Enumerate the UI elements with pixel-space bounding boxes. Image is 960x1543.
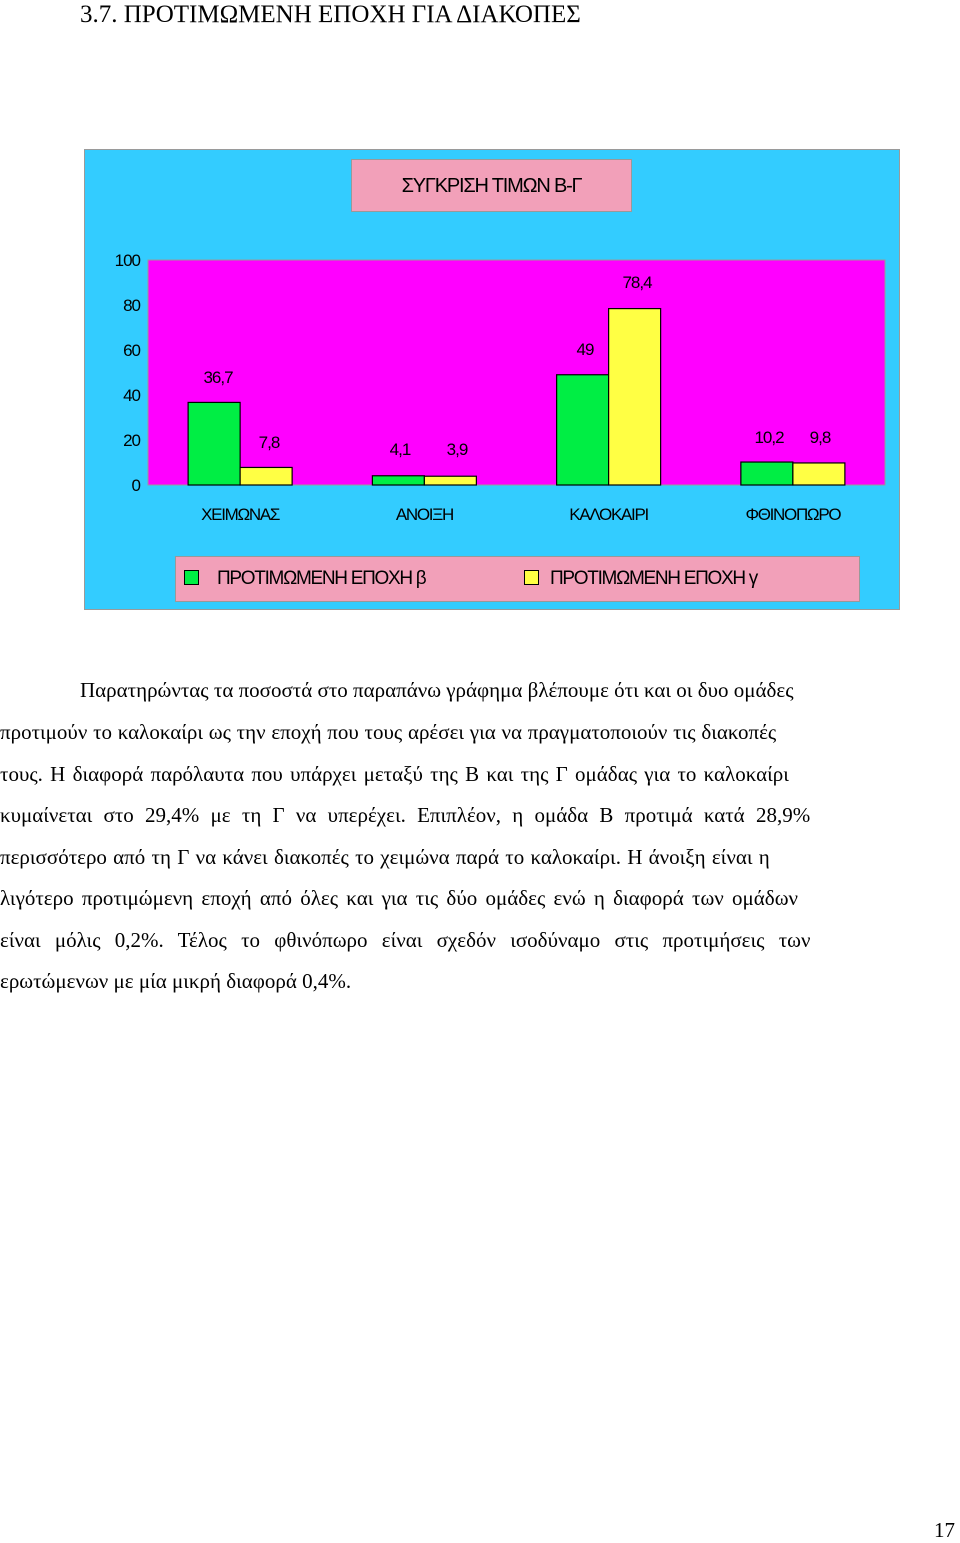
chart-legend [175,556,860,602]
y-tick-label: 80 [123,296,140,315]
page-number: 17 [934,1518,955,1542]
legend-label-b: ΠΡΟΤΙΜΩΜΕΝΗ ΕΠΟΧΗ β [217,568,426,589]
legend-swatch-b [184,570,199,585]
legend-swatch-g [524,570,539,585]
paragraph-line: τους. Η διαφορά παρόλαυτα που υπάρχει μεταξύ της Β και της Γ ομάδας για το καλοκαίρι [0,762,789,786]
paragraph-line: Παρατηρώντας τα ποσοστά στο παραπάνω γράφημα βλέπουμε ότι και οι δυο ομάδες [80,678,794,702]
legend-label-g: ΠΡΟΤΙΜΩΜΕΝΗ ΕΠΟΧΗ γ [550,568,757,589]
y-tick-label: 60 [123,341,140,360]
data-label: 3,9 [446,440,468,459]
y-tick-label: 0 [131,476,140,495]
bar [793,463,845,485]
bar-chart [84,149,900,610]
y-tick-label: 20 [123,431,140,450]
x-category-label: ΧΕΙΜΩΝΑΣ [201,505,280,524]
paragraph-line: κυμαίνεται στο 29,4% με τη Γ να υπερέχει. Επιπλέον, η ομάδα Β προτιμά κατά 28,9% [0,803,811,827]
paragraph-line: είναι μόλις 0,2%. Τέλος το φθινόπωρο είναι σχεδόν ισοδύναμο στις προτιμήσεις των [0,928,811,952]
bar [609,309,661,485]
x-category-label: ΦΘΙΝΟΠΩΡΟ [745,505,841,524]
x-category-label: ΑΝΟΙΞΗ [395,505,453,524]
section-heading: 3.7. ΠΡΟΤΙΜΩΜΕΝΗ ΕΠΟΧΗ ΓΙΑ ΔΙΑΚΟΠΕΣ [80,1,581,28]
bar [240,467,292,485]
chart-title: ΣΥΓΚΡΙΣΗ ΤΙΜΩΝ Β-Γ [351,159,632,212]
data-label: 10,2 [754,428,784,447]
bar [741,462,793,485]
data-label: 9,8 [809,428,831,447]
paragraph-line: προτιμούν το καλοκαίρι ως την εποχή που τους αρέσει για να πραγματοποιούν τις διακοπές [0,720,777,744]
chart-plot [85,150,901,611]
data-label: 36,7 [203,368,233,387]
bar [188,402,240,485]
data-label: 78,4 [622,273,652,292]
y-tick-label: 40 [123,386,140,405]
paragraph-line: λιγότερο προτιμώμενη εποχή από όλες και για τις δύο ομάδες ενώ η διαφορά των ομάδων [0,886,799,910]
data-label: 49 [576,340,594,359]
bar [557,375,609,485]
data-label: 4,1 [389,440,411,459]
bar [372,476,424,485]
data-label: 7,8 [258,433,280,452]
x-category-label: ΚΑΛΟΚΑΙΡΙ [569,505,648,524]
paragraph-line: ερωτώμενων με μία μικρή διαφορά 0,4%. [0,969,352,993]
paragraph-line: περισσότερο από τη Γ να κάνει διακοπές το χειμώνα παρά το καλοκαίρι. Η άνοιξη είναι η [0,845,770,869]
y-tick-label: 100 [114,251,140,270]
bar [424,476,476,485]
